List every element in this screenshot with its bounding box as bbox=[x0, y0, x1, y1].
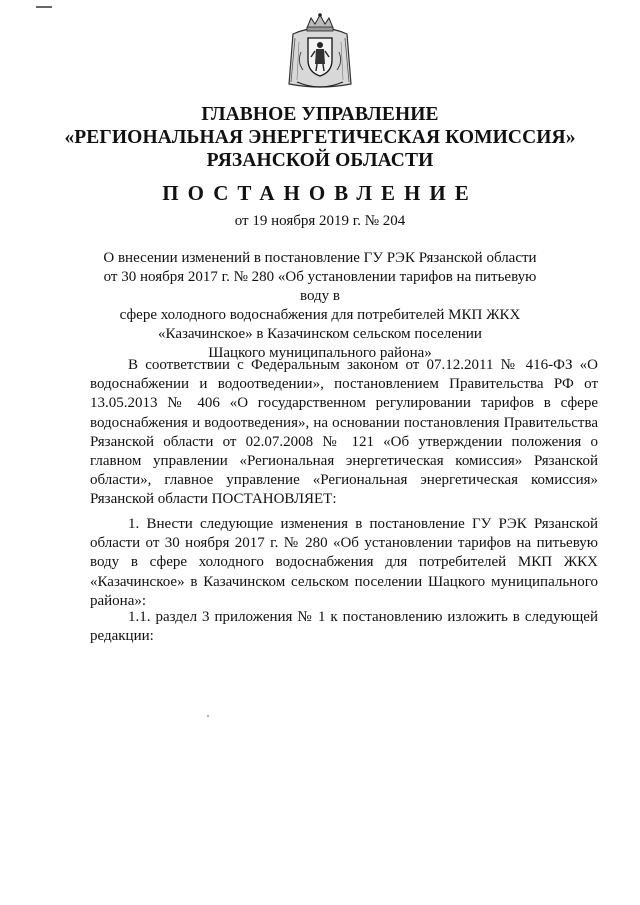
preamble-text: В соответствии с Федеральным законом от 07.12.2011 № 416-ФЗ «О водоснабжении и водоотведении», постановлением Правительства РФ от 13.05.2013 № 406 «О государственном регулировании тарифов в сфере водоснабжения и водоотведения», на основании постановления Правительства Рязанской области от 02.07.2008 № 121 «Об утверждении положения о главном управлении «Региональная энергетическая комиссия» Рязанской области», главное управление «Региональная энергетическая комиссия» Рязанской области ПОСТАНОВЛЯЕТ: bbox=[90, 357, 598, 508]
document-date-number: от 19 ноября 2019 г. № 204 bbox=[234, 213, 406, 229]
item-1-1-text: 1.1. раздел 3 приложения № 1 к постановлению изложить в следующей редакции: bbox=[90, 609, 598, 645]
scan-speck bbox=[207, 715, 209, 717]
preamble-paragraph bbox=[90, 356, 598, 510]
resolution-subject bbox=[90, 249, 550, 363]
item-1-text: 1. Внести следующие изменения в постановление ГУ РЭК Рязанской области от 30 ноября 2017 г. № 280 «Об установлении тарифов на питьевую воду в сфере холодного водоснабжения для потребителей МКП ЖКХ «Казачинское» в Казачинском сельском поселении Шацкого муниципального района»: bbox=[90, 516, 598, 609]
agency-name-line-1: ГЛАВНОЕ УПРАВЛЕНИЕ bbox=[201, 104, 439, 125]
subject-line: О внесении изменений в постановление ГУ РЭК Рязанской области bbox=[103, 250, 537, 266]
subject-line: Шацкого муниципального района» bbox=[208, 345, 432, 361]
subject-line: «Казачинское» в Казачинском сельском поселении bbox=[158, 326, 482, 342]
item-1-paragraph bbox=[90, 515, 598, 611]
agency-name-line-3: РЯЗАНСКОЙ ОБЛАСТИ bbox=[206, 150, 434, 171]
subject-line: от 30 ноября 2017 г. № 280 «Об установлении тарифов на питьевую воду в bbox=[103, 269, 537, 304]
ryazan-coat-of-arms-icon bbox=[285, 12, 355, 92]
scan-mark bbox=[36, 6, 52, 8]
document-type-title: ПОСТАНОВЛЕНИЕ bbox=[162, 181, 478, 205]
agency-name-line-2: «РЕГИОНАЛЬНАЯ ЭНЕРГЕТИЧЕСКАЯ КОМИССИЯ» bbox=[64, 127, 576, 148]
subject-line: сфере холодного водоснабжения для потребителей МКП ЖКХ bbox=[119, 307, 521, 323]
item-1-1-paragraph bbox=[90, 608, 598, 646]
